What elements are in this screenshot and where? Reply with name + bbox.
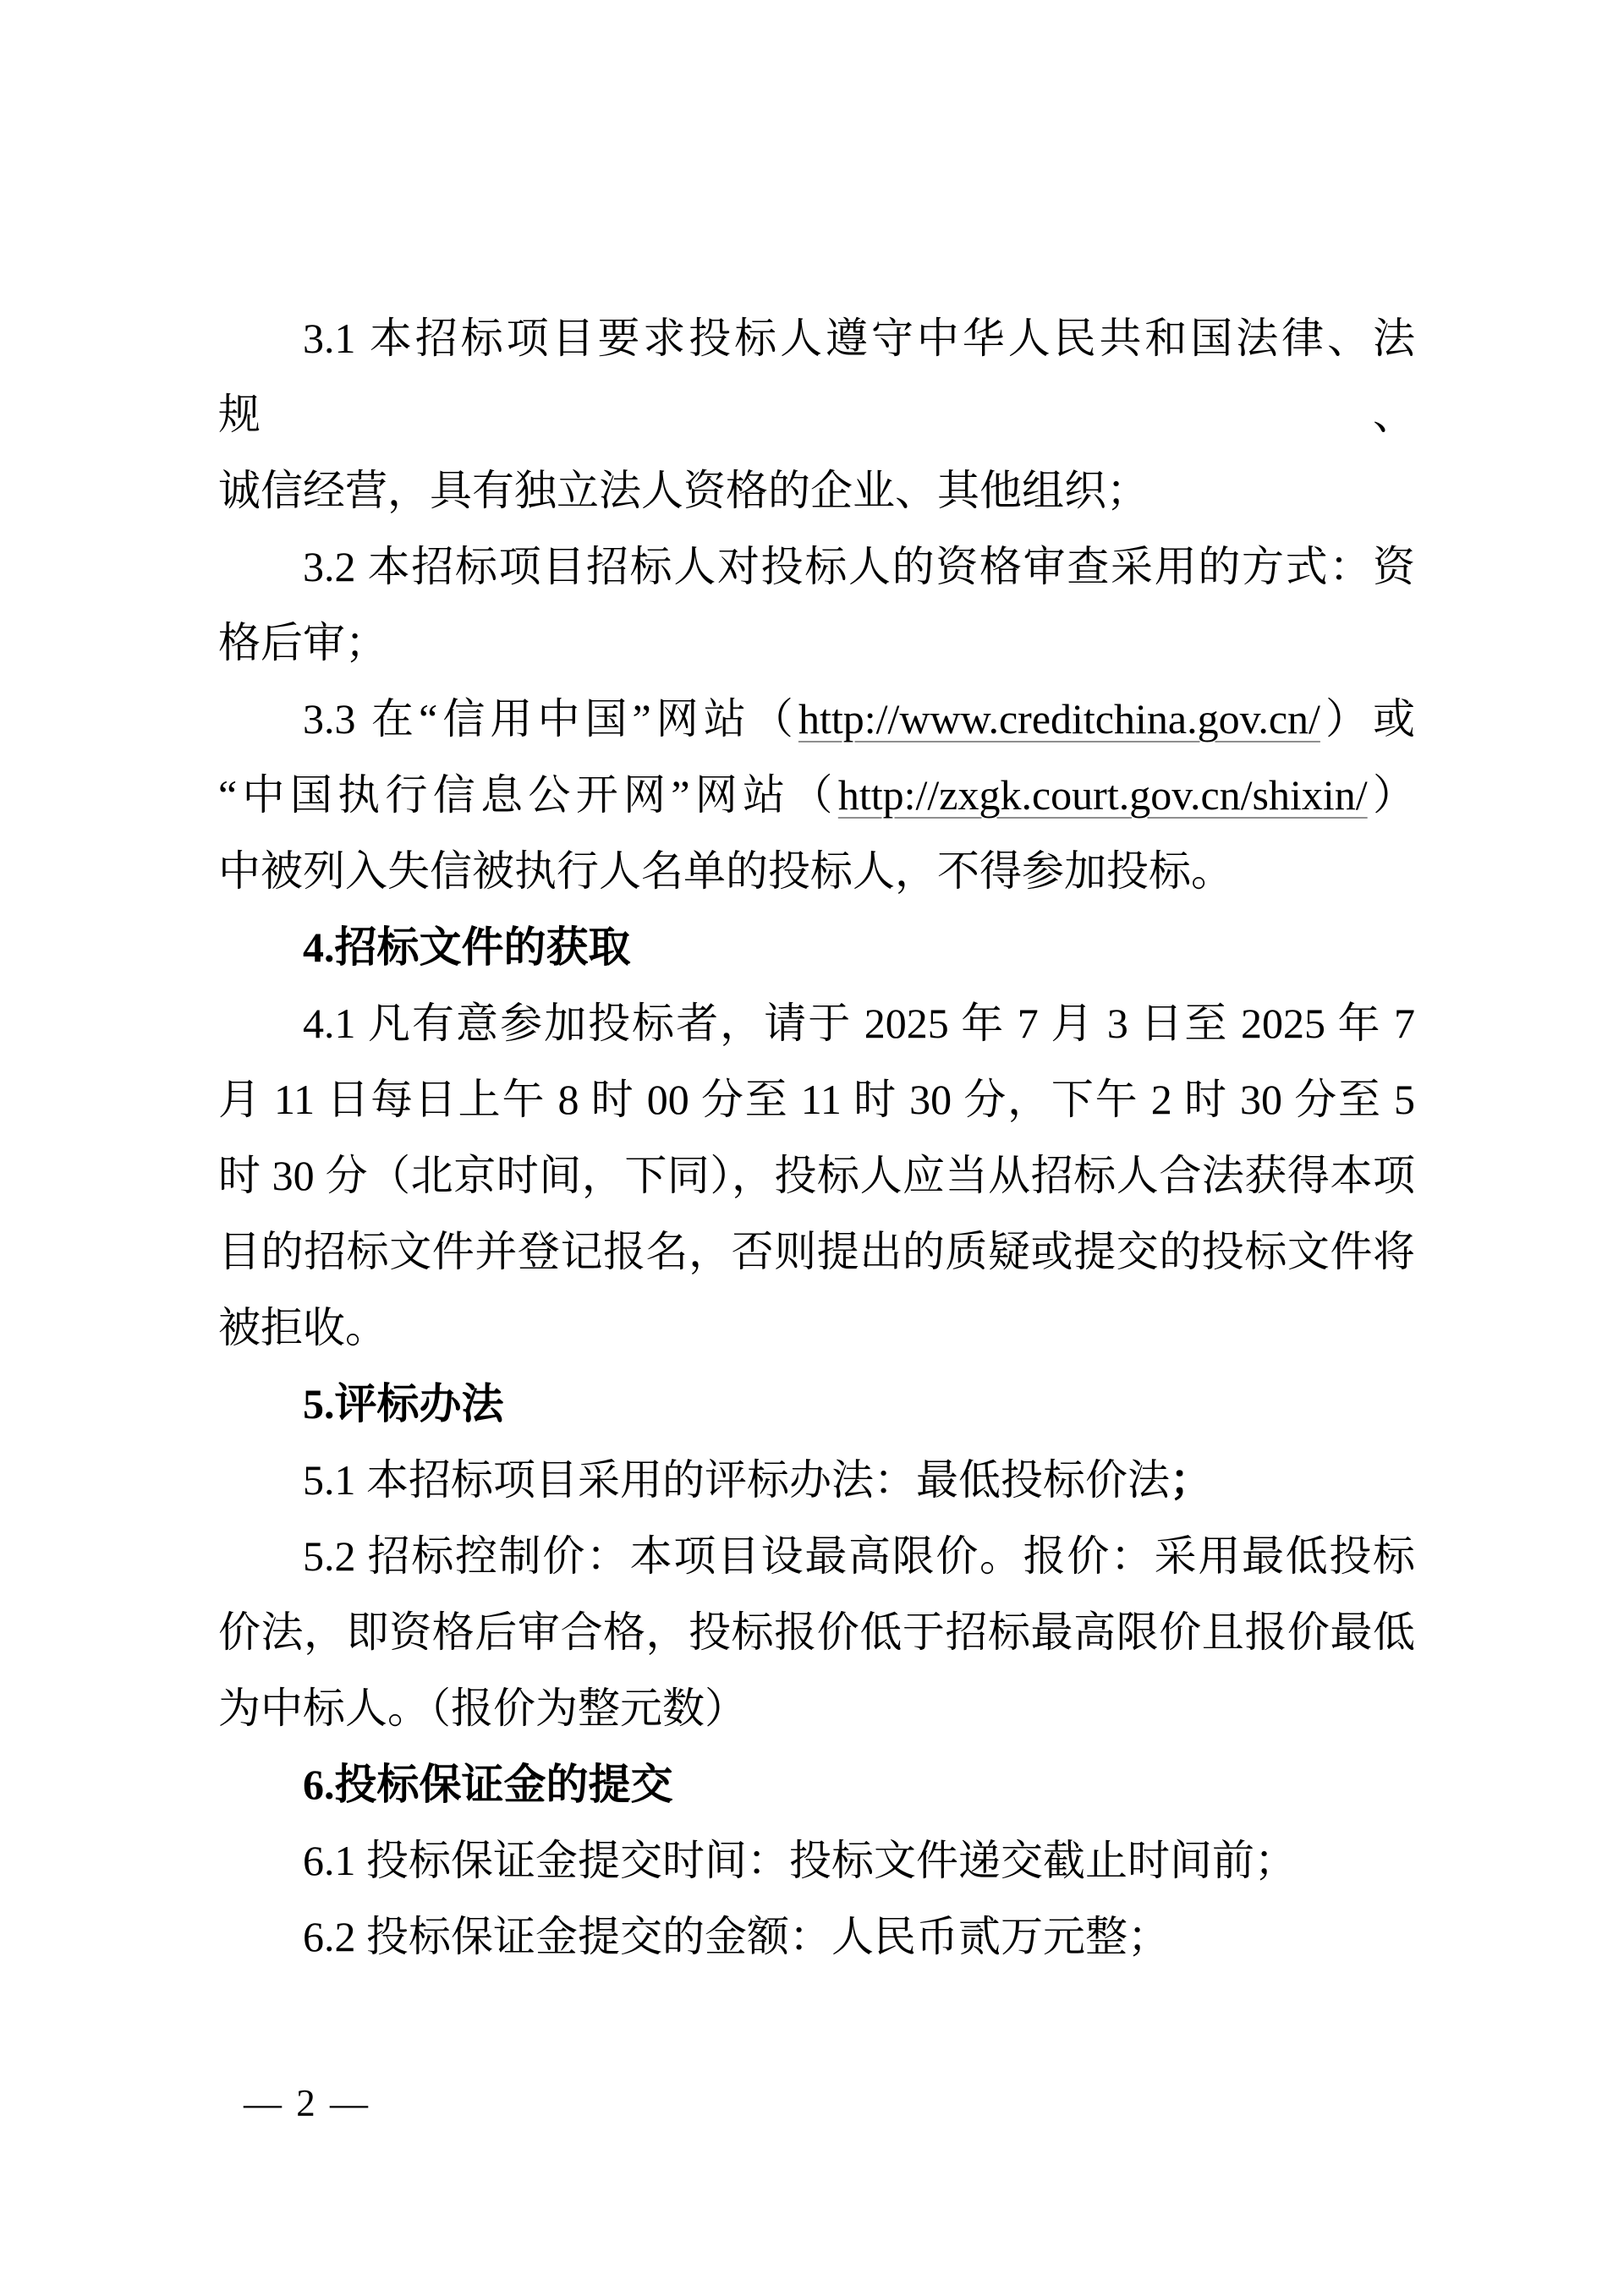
clause-4-1-line-5: 被拒收。 [218,1304,387,1351]
page-number-label: — 2 — [244,2082,368,2124]
clause-3-3-line-2-text: “中国执行信息公开网”网站（ [218,771,838,819]
clause-3-3-line-3: 中被列入失信被执行人名单的投标人，不得参加投标。 [218,847,1233,895]
clause-4-1-line-3: 时 30 分（北京时间，下同），投标人应当从招标人合法获得本项 [218,1152,1415,1199]
creditchina-link[interactable]: http://www.creditchina.gov.cn/ [798,695,1320,743]
clause-6-2-line: 6.2 投标保证金提交的金额：人民币贰万元整； [303,1913,1170,1960]
clause-3-1-line-2: 诚信经营，具有独立法人资格的企业、其他组织； [218,467,1149,514]
clause-3-3-line-2 [218,757,1415,833]
clause-5-2-line-1: 5.2 招标控制价：本项目设最高限价。报价：采用最低投标 [303,1532,1415,1580]
document-body [218,300,1415,1975]
clause-3-3-line-1-text: 3.3 在“信用中国”网站（ [303,695,798,743]
section-6-heading: 6.投标保证金的提交 [303,1761,673,1808]
clause-4-1-line-1: 4.1 凡有意参加投标者，请于 2025 年 7 月 3 日至 2025 年 7 [303,1000,1415,1047]
clause-3-3-line-1 [218,681,1415,757]
clause-3-1-line-1: 3.1 本招标项目要求投标人遵守中华人民共和国法律、法规、 [218,315,1415,438]
clause-4-1-line-2: 月 11 日每日上午 8 时 00 分至 11 时 30 分，下午 2 时 30 分至 5 [218,1076,1415,1123]
bold-semicolon: ； [1170,1456,1212,1504]
section-5-heading: 5.评标办法 [303,1380,504,1427]
clause-5-1-line [218,1442,1415,1518]
clause-3-2-line-2: 格后审； [218,619,387,666]
clause-5-2-line-2: 价法，即资格后审合格，投标报价低于招标最高限价且报价最低 [218,1608,1415,1656]
clause-3-2-line-1: 3.2 本招标项目招标人对投标人的资格审查采用的方式：资 [303,543,1415,590]
clause-4-1-line-4: 目的招标文件并登记报名，否则提出的质疑或提交的投标文件将 [218,1228,1415,1275]
zxgk-court-link[interactable]: http://zxgk.court.gov.cn/shixin/ [837,771,1368,819]
page-footer [244,2082,368,2124]
clause-3-3-line-2-tail: ） [1367,771,1416,819]
clause-5-2-line-3: 为中标人。（报价为整元数） [218,1685,747,1732]
clause-6-1-line: 6.1 投标保证金提交时间：投标文件递交截止时间前； [303,1837,1297,1884]
clause-5-1-text: 5.1 本招标项目采用的评标办法：最低投标价法 [303,1456,1170,1504]
section-4-heading: 4.招标文件的获取 [303,923,631,971]
clause-3-3-line-1-tail: ）或 [1320,695,1416,743]
